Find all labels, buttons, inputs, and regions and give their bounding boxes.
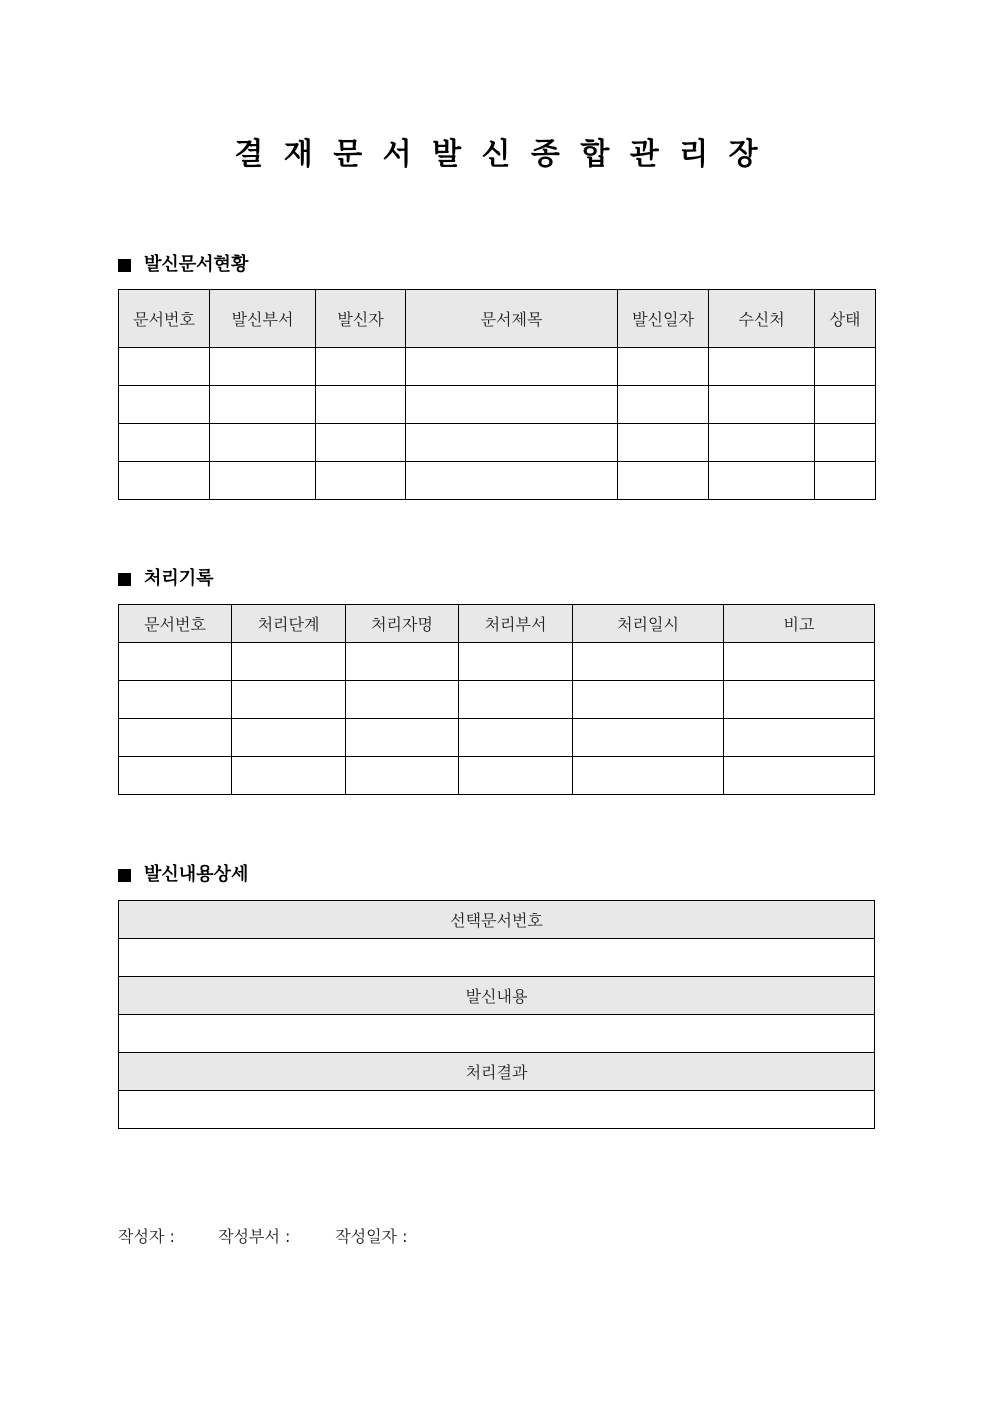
table-row bbox=[119, 462, 876, 500]
table-cell[interactable] bbox=[815, 348, 876, 386]
column-header: 발신부서 bbox=[210, 290, 316, 348]
square-bullet-icon bbox=[118, 259, 131, 272]
detail-value-row bbox=[119, 939, 875, 977]
section-title: 처리기록 bbox=[144, 568, 214, 589]
table-row bbox=[119, 424, 876, 462]
column-header: 처리단계 bbox=[232, 605, 346, 643]
table-header-row bbox=[119, 605, 875, 643]
table-cell[interactable] bbox=[346, 643, 459, 681]
table-cell[interactable] bbox=[573, 643, 724, 681]
detail-label-row bbox=[119, 901, 875, 939]
table-cell[interactable] bbox=[459, 757, 573, 795]
table-header-row bbox=[119, 290, 876, 348]
table-cell[interactable] bbox=[346, 757, 459, 795]
table-cell[interactable] bbox=[316, 386, 406, 424]
date-field bbox=[335, 1226, 407, 1248]
dept-label: 작성부서 : bbox=[218, 1227, 291, 1246]
table-cell[interactable] bbox=[618, 348, 709, 386]
detail-value[interactable] bbox=[119, 1091, 875, 1129]
table-cell[interactable] bbox=[406, 424, 618, 462]
table-cell[interactable] bbox=[119, 681, 232, 719]
author-field bbox=[118, 1226, 213, 1248]
table-cell[interactable] bbox=[119, 424, 210, 462]
table-cell[interactable] bbox=[709, 348, 815, 386]
dispatch-table bbox=[118, 289, 876, 500]
table-cell[interactable] bbox=[316, 348, 406, 386]
table-cell[interactable] bbox=[573, 681, 724, 719]
table-cell[interactable] bbox=[232, 757, 346, 795]
detail-value[interactable] bbox=[119, 939, 875, 977]
author-label: 작성자 : bbox=[118, 1227, 175, 1246]
table-cell[interactable] bbox=[210, 348, 316, 386]
detail-value[interactable] bbox=[119, 1015, 875, 1053]
column-header: 상태 bbox=[815, 290, 876, 348]
square-bullet-icon bbox=[118, 573, 131, 586]
column-header: 문서번호 bbox=[119, 605, 232, 643]
section-title: 발신내용상세 bbox=[144, 864, 249, 885]
table-row bbox=[119, 719, 875, 757]
column-header: 처리자명 bbox=[346, 605, 459, 643]
table-row bbox=[119, 681, 875, 719]
table-cell[interactable] bbox=[459, 643, 573, 681]
table-cell[interactable] bbox=[815, 386, 876, 424]
table-cell[interactable] bbox=[346, 719, 459, 757]
table-cell[interactable] bbox=[724, 643, 875, 681]
detail-label: 처리결과 bbox=[119, 1053, 875, 1091]
column-header: 처리일시 bbox=[573, 605, 724, 643]
table-row bbox=[119, 386, 876, 424]
table-row bbox=[119, 757, 875, 795]
table-cell[interactable] bbox=[459, 681, 573, 719]
table-cell[interactable] bbox=[406, 386, 618, 424]
table-cell[interactable] bbox=[119, 643, 232, 681]
table-cell[interactable] bbox=[210, 462, 316, 500]
detail-label-row bbox=[119, 1053, 875, 1091]
table-cell[interactable] bbox=[119, 386, 210, 424]
table-cell[interactable] bbox=[119, 348, 210, 386]
table-cell[interactable] bbox=[815, 424, 876, 462]
table-cell[interactable] bbox=[119, 462, 210, 500]
table-cell[interactable] bbox=[232, 719, 346, 757]
table-cell[interactable] bbox=[406, 462, 618, 500]
date-label: 작성일자 : bbox=[335, 1227, 408, 1246]
table-cell[interactable] bbox=[316, 424, 406, 462]
table-cell[interactable] bbox=[709, 424, 815, 462]
table-cell[interactable] bbox=[724, 681, 875, 719]
table-row bbox=[119, 643, 875, 681]
section-heading-history bbox=[118, 567, 214, 591]
section-heading-dispatch bbox=[118, 253, 248, 277]
table-cell[interactable] bbox=[210, 386, 316, 424]
table-cell[interactable] bbox=[573, 719, 724, 757]
table-cell[interactable] bbox=[709, 462, 815, 500]
column-header: 수신처 bbox=[709, 290, 815, 348]
table-cell[interactable] bbox=[709, 386, 815, 424]
table-row bbox=[119, 348, 876, 386]
table-cell[interactable] bbox=[316, 462, 406, 500]
detail-label: 선택문서번호 bbox=[119, 901, 875, 939]
table-cell[interactable] bbox=[618, 424, 709, 462]
column-header: 발신일자 bbox=[618, 290, 709, 348]
dept-field bbox=[218, 1226, 330, 1248]
section-title: 발신문서현황 bbox=[144, 254, 249, 275]
table-cell[interactable] bbox=[459, 719, 573, 757]
table-cell[interactable] bbox=[724, 757, 875, 795]
table-cell[interactable] bbox=[232, 643, 346, 681]
table-cell[interactable] bbox=[815, 462, 876, 500]
detail-value-row bbox=[119, 1015, 875, 1053]
page-title: 결 재 문 서 발 신 종 합 관 리 장 bbox=[234, 137, 758, 172]
detail-label: 발신내용 bbox=[119, 977, 875, 1015]
column-header: 문서번호 bbox=[119, 290, 210, 348]
column-header: 문서제목 bbox=[406, 290, 618, 348]
footer bbox=[118, 1226, 408, 1248]
detail-table bbox=[118, 900, 875, 1129]
detail-value-row bbox=[119, 1091, 875, 1129]
table-cell[interactable] bbox=[232, 681, 346, 719]
detail-label-row bbox=[119, 977, 875, 1015]
table-cell[interactable] bbox=[573, 757, 724, 795]
table-cell[interactable] bbox=[618, 462, 709, 500]
column-header: 발신자 bbox=[316, 290, 406, 348]
table-cell[interactable] bbox=[346, 681, 459, 719]
section-heading-detail bbox=[118, 863, 248, 887]
table-cell[interactable] bbox=[210, 424, 316, 462]
table-cell[interactable] bbox=[119, 719, 232, 757]
table-cell[interactable] bbox=[406, 348, 618, 386]
square-bullet-icon bbox=[118, 869, 131, 882]
column-header: 처리부서 bbox=[459, 605, 573, 643]
history-table bbox=[118, 604, 875, 795]
column-header: 비고 bbox=[724, 605, 875, 643]
table-cell[interactable] bbox=[119, 757, 232, 795]
table-cell[interactable] bbox=[618, 386, 709, 424]
table-cell[interactable] bbox=[724, 719, 875, 757]
